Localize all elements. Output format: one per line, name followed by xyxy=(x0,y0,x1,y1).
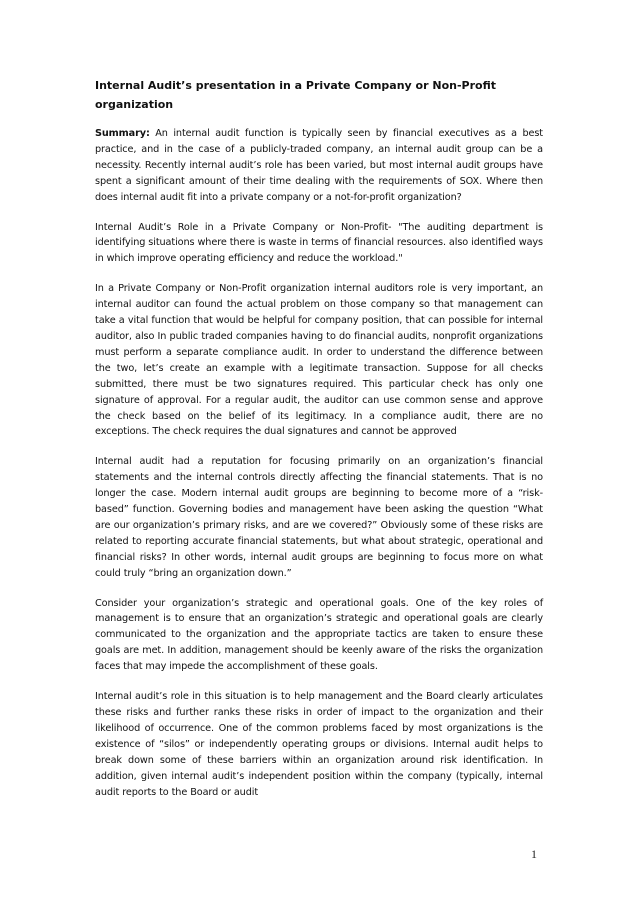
summary-paragraph xyxy=(95,126,543,206)
role-paragraph: Internal Audit’s Role in a Private Company or Non-Profit- "The auditing department is identifying situations where there is waste in terms of financial resources. also identified ways in which improve operating efficiency and reduce the workload." xyxy=(95,221,543,265)
risk-role-paragraph: Internal audit’s role in this situation is to help management and the Board clearly articulates these risks and further ranks these risks in order of impact to the organization and their likelihood of occurrence. One of the common problems faced by most organizations is the existence of “silos” or independently operating groups or divisions. Internal audit helps to break down some of these barriers within an organization around risk identification. In addition, given internal audit’s independent position within the company (typically, internal audit reports to the Board or audit xyxy=(95,691,543,798)
document-page xyxy=(95,76,543,814)
document-title: Internal Audit’s presentation in a Private Company or Non-Profit organization xyxy=(95,79,496,111)
summary-text: An internal audit function is typically seen by financial executives as a best practice, and in the case of a publicly-traded company, an internal audit group can be a necessity. Recently internal audit’s role has been varied, but most internal audit groups have spent a significant amount of their time dealing with the requirements of SOX. Where then does internal audit fit into a private company or a not-for-profit organization? xyxy=(95,128,543,203)
goals-paragraph: Consider your organization’s strategic and operational goals. One of the key roles of management is to ensure that an organization’s strategic and operational goals are clearly communicated to the organization and the appropriate tactics are taken to ensure these goals are met. In addition, management should be keenly aware of the risks the organization faces that may impede the accomplishment of these goals. xyxy=(95,597,543,673)
page-number: 1 xyxy=(531,847,537,861)
reputation-paragraph: Internal audit had a reputation for focusing primarily on an organization’s financial statements and the internal controls directly affecting the financial statements. That is no longer the case. Modern internal audit groups are beginning to become more of a “risk-based” function. Governing bodies and management have been asking the question “What are our organization’s primary risks, and are we covered?” Obviously some of these risks are related to reporting accurate financial statements, but what about strategic, operational and financial risks? In other words, internal audit groups are beginning to focus more on what could truly “bring an organization down.” xyxy=(95,456,543,579)
summary-label: Summary: xyxy=(95,128,150,139)
private-company-paragraph: In a Private Company or Non-Profit organization internal auditors role is very important, an internal auditor can found the actual problem on those company so that management can take a vital function that would be helpful for company position, that can possible for internal auditor, also In public traded companies having to do financial audits, nonprofit organizations must perform a separate compliance audit. In order to understand the difference between the two, let’s create an example with a legitimate transaction. Suppose for all checks submitted, there must be two signatures required. This particular check has only one signature of approval. For a regular audit, the auditor can use common sense and approve the check based on the belief of its legitimacy. In a compliance audit, there are no exceptions. The check requires the dual signatures and cannot be approved xyxy=(95,283,543,438)
